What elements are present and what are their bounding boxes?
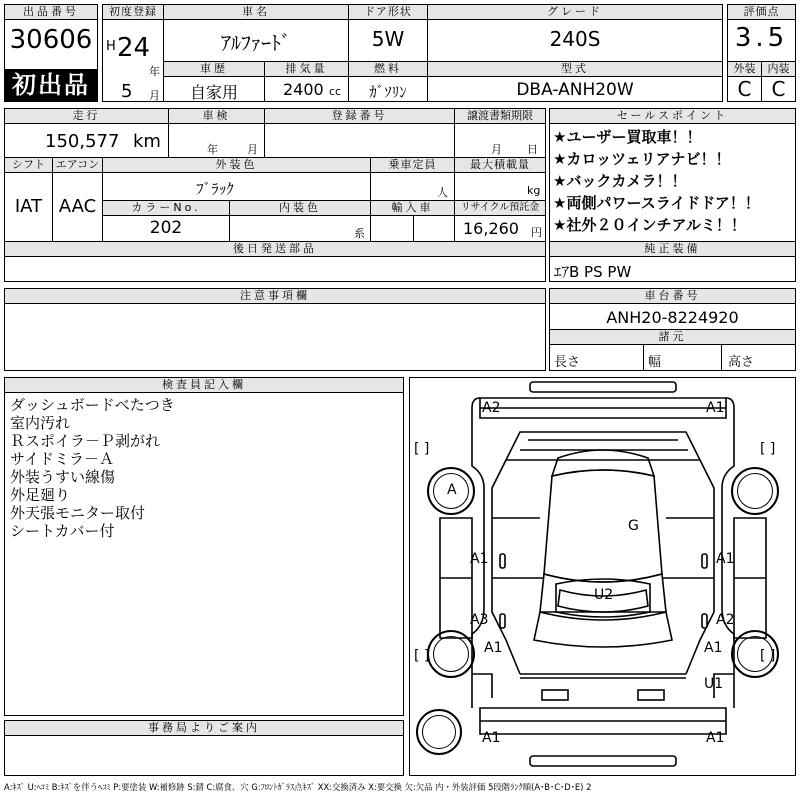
history-label: 車歴 — [163, 61, 265, 77]
car-name-cell — [163, 4, 349, 62]
selling-point-2: ★カロッツェリアナビ！！ — [553, 150, 731, 168]
color-label: 外装色 — [102, 157, 371, 173]
inspector-line-6: 外足廻り — [10, 486, 71, 504]
selling-point-3: ★バックカメラ！！ — [553, 172, 687, 190]
color-no: 202 — [149, 218, 183, 238]
displacement-cell — [264, 61, 349, 102]
fuel-cell — [348, 61, 428, 102]
mark-front-left-wheel: A — [447, 482, 457, 498]
month-unit: 月 — [149, 89, 160, 102]
lot-number-box — [4, 4, 98, 102]
model-label: 型式 — [427, 61, 723, 77]
model: DBA-ANH20W — [516, 80, 634, 100]
chassis-number: ANH20-8224920 — [606, 308, 739, 327]
car-name-label: 車名 — [163, 4, 349, 20]
score-cell — [727, 4, 796, 62]
equipment-label: 純正装備 — [549, 241, 796, 257]
bracket-rear-left: [ ] — [414, 648, 430, 664]
inspector-line-4: サイドミラ－Ａ — [10, 450, 114, 468]
inspector-box — [4, 377, 404, 716]
mark-right-rear-lower: U1 — [704, 676, 724, 692]
interior-label: 内装 — [761, 61, 796, 77]
rear-left-wheel — [427, 630, 475, 678]
displacement: 2400 — [283, 80, 324, 99]
displacement-unit: cc — [329, 85, 342, 98]
chassis-box — [549, 288, 796, 330]
later-parts-label: 後日発送部品 — [4, 241, 546, 257]
capacity-label: 乗車定員 — [370, 157, 455, 173]
grade: 240S — [549, 27, 601, 51]
exterior-score: C — [737, 77, 752, 101]
door-type: 5W — [371, 27, 405, 51]
shift-cell — [4, 157, 53, 242]
spec-height-label: 高さ — [728, 355, 755, 370]
inspection-cell — [168, 108, 265, 158]
recycle-unit: 円 — [531, 226, 542, 239]
mark-rear-left: A1 — [482, 730, 501, 746]
interior-cell — [761, 61, 796, 102]
color-cell — [102, 157, 371, 201]
car-outline — [410, 378, 796, 776]
inspector-line-5: 外装うすい線傷 — [10, 468, 116, 486]
bracket-rear-right: [ ] — [760, 648, 776, 664]
int-color-unit: 系 — [354, 227, 365, 240]
mark-left-front-door: A1 — [470, 551, 489, 567]
spec-width-label: 幅 — [648, 355, 662, 370]
transfer-cell — [454, 108, 546, 158]
displacement-label: 排気量 — [264, 61, 349, 77]
year-unit: 年 — [149, 65, 160, 78]
bracket-front-right: [ ] — [760, 441, 776, 457]
color-no-label: カラーNo. — [102, 200, 230, 216]
selling-point-1: ★ユーザー買取車！！ — [553, 128, 702, 146]
mark-front-right: A1 — [706, 400, 725, 416]
office-box — [4, 720, 404, 776]
reg-no-label: 登録番号 — [264, 108, 455, 124]
bracket-front-left: [ ] — [414, 441, 430, 457]
first-registration-label: 初度登録 — [102, 4, 164, 20]
int-color-cell — [229, 200, 371, 242]
registration-month: 5 — [121, 81, 133, 102]
ac-label: エアコン — [52, 157, 103, 173]
mileage-cell — [4, 108, 169, 158]
inspector-line-3: Ｒスポイラ－Ｐ剥がれ — [10, 432, 161, 450]
car-name: ｱﾙﾌｧｰﾄﾞ — [221, 31, 291, 55]
load-unit: kg — [527, 184, 541, 197]
capacity-unit: 人 — [437, 186, 448, 199]
selling-points-box — [549, 108, 796, 242]
selling-point-5: ★社外２０インチアルミ！！ — [553, 216, 746, 234]
mark-right-front-door: A1 — [716, 551, 735, 567]
mark-rear-right: A1 — [706, 730, 725, 746]
first-listing-badge: 初出品 — [5, 69, 97, 102]
recycle-label: リサイクル預託金 — [454, 200, 546, 216]
inspector-label: 検査員記入欄 — [4, 377, 404, 393]
later-parts-cell — [4, 241, 546, 282]
mark-right-rear-fender: A1 — [704, 640, 723, 656]
inspection-month-unit: 月 — [247, 143, 258, 156]
notes-label: 注意事項欄 — [4, 288, 546, 304]
era: H — [106, 39, 116, 54]
selling-points-label: セールスポイント — [549, 108, 796, 124]
recycle-amount: 16,260 — [463, 219, 519, 238]
inspection-label: 車検 — [168, 108, 265, 124]
ac: AAC — [58, 196, 97, 217]
notes-box — [4, 288, 546, 371]
inspector-line-2: 室内汚れ — [10, 414, 71, 432]
exterior-cell — [727, 61, 762, 102]
mark-right-rear-door: A2 — [716, 612, 735, 628]
load-label: 最大積載量 — [454, 157, 546, 173]
interior-score: C — [771, 77, 786, 101]
history-cell — [163, 61, 265, 102]
inspection-year-unit: 年 — [207, 143, 218, 156]
door-label: ドア形状 — [348, 4, 428, 20]
load-cell — [454, 157, 546, 201]
registration-year: 24 — [117, 33, 151, 63]
color: ﾌﾞﾗｯｸ — [196, 180, 234, 198]
inspector-line-8: シートカバー付 — [10, 522, 115, 540]
history: 自家用 — [189, 83, 238, 102]
mark-roof: G — [628, 518, 639, 534]
inspector-line-7: 外天張モニター取付 — [10, 504, 146, 522]
specs-label: 諸元 — [549, 329, 796, 345]
fuel: ｶﾞｿﾘﾝ — [369, 83, 407, 101]
mark-left-rear-fender: A1 — [484, 640, 503, 656]
recycle-cell — [454, 200, 546, 242]
grade-cell — [427, 4, 723, 62]
mileage: 150,577 — [45, 131, 120, 152]
exterior-label: 外装 — [727, 61, 762, 77]
score-label: 評価点 — [727, 4, 796, 20]
transfer-label: 譲渡書類期限 — [454, 108, 546, 124]
office-label: 事務局よりご案内 — [4, 720, 404, 736]
spare-wheel — [416, 709, 462, 755]
model-cell — [427, 61, 723, 102]
spec-length-label: 長さ — [554, 355, 581, 370]
grade-label: グレード — [427, 4, 723, 20]
ac-cell — [52, 157, 103, 242]
lot-number: 30606 — [9, 25, 93, 55]
reg-no-cell — [264, 108, 455, 158]
selling-point-4: ★両側パワースライドドア！！ — [553, 194, 760, 212]
front-right-wheel — [731, 467, 779, 515]
import-label: 輸入車 — [370, 200, 455, 216]
specs-box — [549, 329, 796, 371]
score: 3.5 — [734, 23, 789, 53]
door-cell — [348, 4, 428, 62]
transfer-day-unit: 日 — [527, 143, 538, 156]
mark-front-left: A2 — [482, 400, 501, 416]
lot-number-label: 出品番号 — [4, 4, 98, 20]
inspector-line-1: ダッシュボードべたつき — [10, 396, 175, 414]
equipment-value: ｴｱB PS PW — [554, 263, 632, 281]
mark-floor: U2 — [594, 587, 614, 603]
int-color-label: 内装色 — [229, 200, 371, 216]
car-diagram — [409, 377, 796, 776]
transfer-month-unit: 月 — [491, 143, 502, 156]
import-cell — [370, 200, 455, 242]
mileage-unit: km — [133, 131, 161, 152]
capacity-cell — [370, 157, 455, 201]
first-registration-cell — [102, 4, 164, 102]
chassis-label: 車台番号 — [549, 288, 796, 304]
shift-label: シフト — [4, 157, 53, 173]
mark-left-rear-door: A3 — [470, 612, 489, 628]
equipment-box — [549, 241, 796, 282]
shift: IAT — [14, 196, 43, 217]
color-no-cell — [102, 200, 230, 242]
legend: A:ｷｽﾞ U:ﾍｺﾐ B:ｷｽﾞを伴うﾍｺﾐ P:要塗装 W:補修跡 S:錆 C:腐食、穴 G:ﾌﾛﾝﾄｶﾞﾗｽ点ｷｽﾞ XX:交換済み X:要交換 欠:欠品 内・外装評価 5段階ﾗﾝｸ順(A･B･C･D･E) 2 — [4, 782, 592, 792]
mileage-label: 走行 — [4, 108, 169, 124]
fuel-label: 燃料 — [348, 61, 428, 77]
